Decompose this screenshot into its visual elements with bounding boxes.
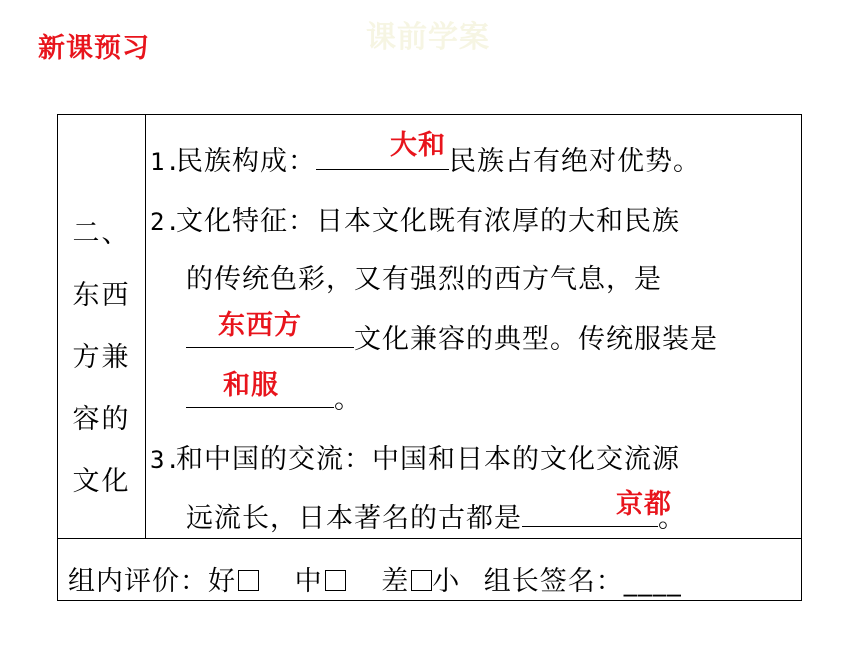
leader-signature: 组长签名：____ <box>483 566 682 597</box>
item-3-line: 3.和中国的交流：中国和日本的文化交流源 <box>150 444 680 475</box>
answer-text: 京都 <box>616 489 672 520</box>
section-label-line: 方兼 <box>72 342 131 373</box>
item-1-line: 1.民族构成： 民族占有绝对优势。 <box>150 146 701 177</box>
poor-checkbox[interactable] <box>411 570 432 591</box>
item-2-line: 文化兼容的典型。传统服装是 <box>186 317 718 356</box>
item-2-line: 。 <box>186 377 362 416</box>
good-checkbox[interactable] <box>238 570 259 591</box>
column-divider <box>145 115 146 538</box>
section-label-line: 二、 <box>72 218 131 249</box>
item-number: 2. <box>150 208 181 236</box>
item-number: 3. <box>150 446 181 474</box>
item-3-line: 远流长，日本著名的古都是 。 <box>186 503 686 534</box>
item-2-line: 2.文化特征：日本文化既有浓厚的大和民族 <box>150 206 680 237</box>
section-label-cell <box>58 203 145 513</box>
answer-text: 东西方 <box>218 310 302 341</box>
item-2-line: 的传统色彩，又有强烈的西方气息，是 <box>186 264 662 295</box>
watermark-text: 课前学案 <box>366 20 490 55</box>
row-divider <box>58 538 801 539</box>
section-label-line: 容的 <box>72 404 131 435</box>
medium-checkbox[interactable] <box>325 570 346 591</box>
section-label-line: 文化 <box>72 466 131 497</box>
answer-text: 大和 <box>390 130 446 161</box>
section-heading: 新课预习 <box>38 33 150 64</box>
evaluation-row: 组内评价：好 中 差 小 组长签名：____ <box>68 566 682 597</box>
content-table <box>57 114 802 601</box>
answer-text: 和服 <box>223 370 279 401</box>
item-number: 1. <box>150 148 181 176</box>
section-label-line: 东西 <box>72 280 131 311</box>
